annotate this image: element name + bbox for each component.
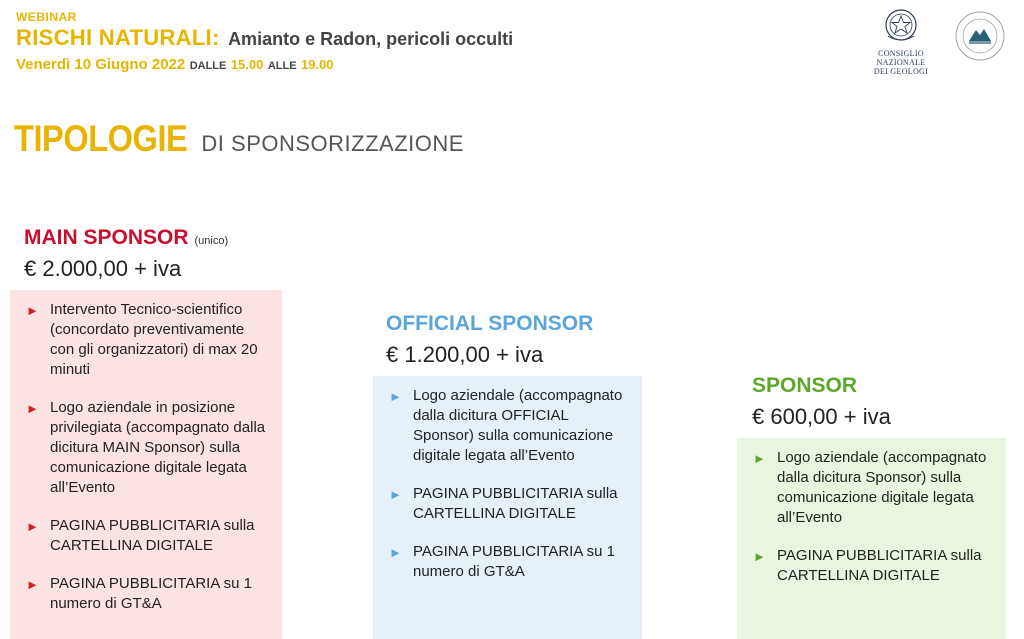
list-item-text: PAGINA PUBBLICITARIA sulla CARTELLINA DIGITALE: [777, 547, 982, 584]
event-date-day: Venerdì 10 Giugno 2022: [16, 56, 186, 73]
list-item: [753, 546, 996, 586]
page-heading: [14, 118, 464, 160]
main-sponsor-note: (unico): [194, 235, 229, 247]
bullet-arrow-icon: ►: [753, 451, 766, 466]
list-item-text: PAGINA PUBBLICITARIA su 1 numero di GT&A: [413, 543, 616, 580]
list-item-text: Intervento Tecnico-scientifico (concordato preventivamente con gli organizzatori) di max 20 minuti: [50, 301, 258, 378]
bullet-arrow-icon: ►: [26, 577, 39, 592]
bullet-arrow-icon: ►: [753, 549, 766, 564]
list-item: [753, 448, 996, 528]
list-item: [26, 574, 272, 614]
event-title-sub: Amianto e Radon, pericoli occulti: [228, 29, 514, 49]
cng-logo: [856, 8, 946, 76]
list-item: [26, 516, 272, 556]
list-item-text: Logo aziendale (accompagnato dalla dicitura OFFICIAL Sponsor) sulla comunicazione digitale legata all’Evento: [413, 387, 623, 464]
list-item-text: Logo aziendale in posizione privilegiata (accompagnato dalla dicitura MAIN Sponsor) sulla comunicazione digitale legata all’Evento: [50, 399, 266, 496]
official-sponsor-box: [373, 376, 642, 639]
to-label: ALLE: [267, 60, 297, 72]
list-item-text: PAGINA PUBBLICITARIA sulla CARTELLINA DIGITALE: [50, 517, 255, 554]
list-item-text: Logo aziendale (accompagnato dalla dicitura Sponsor) sulla comunicazione digitale legata all’Evento: [777, 449, 987, 526]
list-item: [26, 398, 272, 498]
main-sponsor-title: [24, 226, 228, 250]
sponsor-price: € 600,00 + iva: [752, 404, 891, 429]
bullet-arrow-icon: ►: [389, 389, 402, 404]
bullet-arrow-icon: ►: [389, 487, 402, 502]
bullet-arrow-icon: ►: [26, 519, 39, 534]
emblem-icon: [884, 8, 918, 44]
list-item: [389, 542, 632, 582]
heading-main: TIPOLOGIE: [14, 118, 188, 159]
heading-sub: DI SPONSORIZZAZIONE: [201, 131, 464, 156]
cng-name-line2: DEI GEOLOGI: [873, 67, 929, 76]
bullet-arrow-icon: ►: [26, 401, 39, 416]
list-item-text: PAGINA PUBBLICITARIA su 1 numero di GT&A: [50, 575, 253, 612]
official-sponsor-price: € 1.200,00 + iva: [386, 342, 544, 367]
bullet-arrow-icon: ►: [26, 303, 39, 318]
to-time: 19.00: [301, 57, 334, 72]
sponsor-title: SPONSOR: [752, 374, 858, 397]
main-sponsor-name: MAIN SPONSOR: [24, 226, 189, 249]
bullet-arrow-icon: ►: [389, 545, 402, 560]
list-item-text: PAGINA PUBBLICITARIA sulla CARTELLINA DIGITALE: [413, 485, 618, 522]
list-item: [389, 386, 632, 466]
main-sponsor-box: [10, 290, 282, 639]
list-item: [26, 300, 272, 380]
event-title-main: RISCHI NATURALI:: [16, 25, 220, 50]
sponsor-box: [737, 438, 1006, 639]
circular-seal-icon: [954, 10, 1006, 62]
official-sponsor-title: OFFICIAL SPONSOR: [386, 312, 594, 335]
event-title: [16, 25, 513, 51]
from-time: 15.00: [230, 57, 264, 72]
webinar-label: WEBINAR: [16, 10, 77, 24]
from-label: DALLE: [189, 60, 227, 72]
list-item: [389, 484, 632, 524]
cng-name-line1: CONSIGLIO NAZIONALE: [876, 49, 926, 67]
event-date: [16, 56, 334, 74]
main-sponsor-price: € 2.000,00 + iva: [24, 256, 182, 281]
